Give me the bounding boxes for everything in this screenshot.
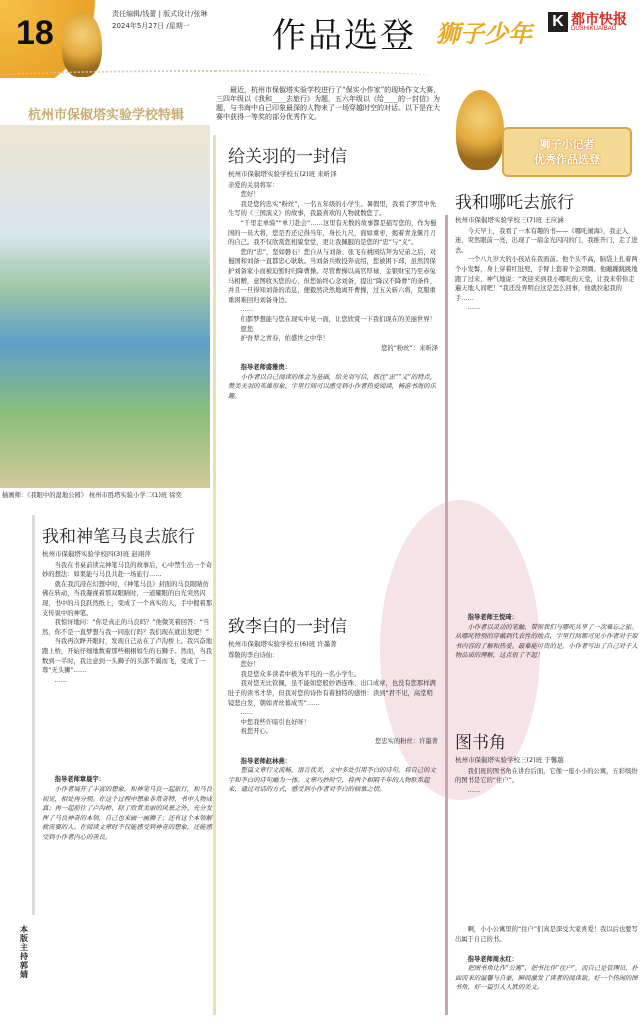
badge-line2: 优秀作品选登 [534, 154, 600, 166]
paragraph: “千里走单骑”“单刀赴会”……这里有无数的故事都是描写您的，作为蜀国的一员大将，您是否还记得当年，身长九尺，面如重枣，揭着青龙偃月刀的自己。我不仅欣赏您相貌堂堂，更让我佩服的是您的“忠”与“义”。 [228, 219, 437, 247]
illustration-caption: 插画师：《我眼中的湿地公园》 杭州市胜塔实验小学二(1)班 徐奕 [2, 492, 182, 499]
paragraph: 中您我些许暗引也好呀！ [240, 718, 310, 726]
teacher-name: 指导老师周永红： [467, 955, 518, 963]
paragraph: 您好！ [240, 661, 260, 669]
signature: 您的“粉丝”：来昕泽 [381, 344, 438, 352]
paper-pinyin: DUSHIKUAIBAO [571, 26, 617, 32]
page-number: 18 [16, 14, 54, 52]
comment-text: 小作者展开了丰富的想象，和神笔马良一起旅行，和马良初见，相处再分别。在这个过程中想象非常奇特，书中人物成真；再一起前往了卢沟桥，除了欣赏美丽的风景之外，充分发挥了马良神奇的本领，自己也来画一画狮子；还有这个本领解救需要的人。在阅读文章时不仅能感受到神奇的想象，还能感受到小作者内心的善良。 [42, 785, 213, 841]
lion-reporter-icon [456, 90, 504, 170]
paragraph: 今天早上，我看了一本有趣的书——《哪吒闹海》，我正入迷，突然眼前一亮，出现了一扇金光闪闪的门，我推开门，走了进去。 [455, 227, 638, 254]
article-title: 图书角 [455, 733, 506, 753]
teacher-name: 指导老师章晨宇： [54, 776, 105, 784]
paragraph: …… [54, 676, 68, 684]
article-title: 我和哪吒去旅行 [455, 193, 574, 213]
paragraph: 护吾辈之青春，佑盛世之中华！ [240, 335, 329, 343]
teacher-comment [228, 363, 438, 401]
paragraph: …… [240, 709, 254, 717]
comment-text: 把图书角比作“公寓”，把书比作“住户”，而自己是管理员，扑面而来的温馨与自豪，瞬间激发了读者的阅读欲。好一个热闹的图书角，好一篇引人入胜的美文。 [455, 965, 638, 992]
paragraph: 一个八九岁大的小孩站在我面前。他个头不高，脑袋上扎着两个小发髻，身上穿着红肚兜，手臂上套着个金项圈。他蹦蹦跳跳地跑了过来，神气地说：“欢迎来到我小哪吒的天堂，让我来带你走遍天地人间吧！”我还没弄明白这是怎么回事，他就拉起我的手…… [455, 256, 638, 302]
intro-paragraph: 最近，杭州市保俶塔实验学校进行了“保实小作家”的现场作文大赛，三四年级以《我和____去旅行》为题，五六年级以《给____的一封信》为题，与书海中自己印象最深的人物来了一场穿越时空的对话。以下是在大赛中获得一等奖的部分优秀作文。 [216, 86, 441, 121]
section-title: 作品选登 [272, 16, 416, 56]
column-brand: 狮子少年 [436, 19, 532, 48]
article-title: 致李白的一封信 [228, 617, 347, 637]
paragraph: 当我再次睁开眼时，发现自己站在了卢沟桥上。我兴奋地跑上桥，开始仔细地数着那些栩栩如生的石狮子。然而，当我数到一半时，我注意到一头狮子的头部不翼而飞，变成了一尊“无头狮”…… [42, 638, 213, 675]
newspaper-logo [548, 12, 627, 32]
paragraph: 我是您的忠实“粉丝”，一名五年级的小学生。暑假里，我看了罗贯中先生写的《三国演义》的故事，我最喜欢的人物就数您了。 [228, 200, 437, 218]
teacher-comment [228, 757, 438, 795]
article-author: 杭州市保俶塔实验学校五(6)班 许墨菁 [228, 640, 337, 648]
paragraph: 我惊讶地问：“你是真正的马良吗？”他微笑着回答：“当然，你不是一直梦想与我一同旅行吗？我们现在就出发吧！” [42, 619, 210, 636]
paragraph: 就在我沉浸在幻想中时，《神笔马良》封面的马良眼睛仿佛在转动，当我凝视着那双眼睛时，一道耀眼的白光突然闪现，书中的马良跃然纸上，变成了一个真实的人，手中握着那支传说中的神笔。 [42, 580, 213, 617]
paragraph: 当我在书桌前读完神笔马良的故事后，心中禁生出一个奇妙的想法：如果能与马良共赴一场旅行…… [42, 561, 213, 579]
paragraph: 我是您众多读者中极为平凡的一名小学生。 [240, 670, 361, 678]
paragraph: 啊，小小公寓里的“住户”们真是深受大家喜爱！我以后也要写出属于自己的书。 [455, 926, 638, 943]
paragraph: 我们班的图书角在讲台后面，它像一座小小的公寓，五彩缤纷的图书是它的“住户”。 [455, 767, 638, 785]
teacher-comment [455, 955, 640, 993]
article-book-corner [455, 728, 640, 993]
article-author: 杭州市保俶塔实验学校五(2)班 来昕泽 [228, 170, 337, 178]
greeting: 尊敬的李白诗仙： [228, 651, 279, 659]
comment-text: 小作者以灵动的笔触，带领我们与哪吒共享了一次难忘之旅。从哪吒特别的穿戴到代表性的地点，字里行间都可见小作者对于原书内容的了解和热爱。最难能可贵的是，小作者写出了自己对于人物品质的理解，这点很了不起！ [455, 623, 638, 660]
badge-line1: 狮子小记者 [539, 139, 595, 151]
reporter-badge [502, 127, 632, 177]
teacher-name: 指导老师王悦琦： [467, 613, 518, 621]
article-author: 杭州市保俶塔实验学校三(7)班 王应涵 [455, 216, 564, 224]
signature: 您忠实的粉丝：许墨菁 [375, 737, 438, 745]
article-title: 我和神笔马良去旅行 [42, 527, 195, 547]
decorative-wave [0, 70, 430, 82]
special-edition-title: 杭州市保俶塔实验学校特辑 [28, 107, 185, 122]
editor-credit: 责任编辑/钱蕾 | 版式设计/张琳 [112, 10, 208, 18]
page-header [0, 0, 644, 85]
comment-text: 整篇文章行文流畅，语言优美，文中多处引用李白的诗句，将自己的文字和李白的诗句融为一体。文章巧妙时空，将两个相隔千年的人物联系起来，通过对话的方式，感受到小作者对李白的倾慕之情。 [228, 767, 436, 794]
edition-meta [112, 8, 208, 32]
teacher-comment [42, 775, 212, 842]
article-author: 杭州市保俶塔实验学校四(3)班 赵翊萍 [42, 550, 151, 558]
paragraph: 们都梦想能与您在现实中见一面，让您欣赏一下我们现在的美丽世界！ [240, 315, 436, 323]
greeting: 亲爱的关羽将军： [228, 181, 279, 189]
paragraph: …… [467, 786, 481, 794]
article-title: 给关羽的一封信 [228, 147, 347, 167]
paragraph: 祝您开心。 [240, 728, 273, 736]
paragraph: …… [467, 304, 481, 312]
article-guan-yu [228, 142, 438, 402]
page-host: 本版主持 郭婧 [20, 925, 28, 979]
illustration [0, 125, 210, 488]
paragraph: …… [240, 306, 254, 314]
paper-name: 都市快报 [571, 11, 627, 27]
k-logo-icon: K [548, 12, 568, 32]
teacher-comment [455, 613, 640, 661]
article-author: 杭州市保俶塔实验学校三(2)班 于馨越 [455, 756, 564, 764]
teacher-name: 指导老师盛雅贵： [240, 364, 291, 372]
article-ma-liang [42, 522, 212, 842]
paragraph: 愿您 [240, 325, 254, 333]
lion-mascot-icon [62, 12, 102, 77]
issue-date: 2024年5月27日 /星期一 [112, 22, 190, 30]
paragraph: 您的“忠”，坚如磐石！您自从与刘备、张飞在桃园结拜为兄弟之后，对蜀国和刘备一直都忠心耿耿。当刘备兵败投奔袁绍，您被困下邳，虽然因保护刘备家小而被迫暂时归降曹操。尽管曹操以高官厚禄、金银财宝乃至赤兔马相赠，意图收买您的心，但您始终心念刘备，提出“降汉不降曹”的条件，并且一旦得知刘备的消息，便毅然决然地离开曹操，过五关斩六将，克服重重困难回归刘备身边。 [228, 248, 437, 304]
paragraph: 我对您无比钦佩，虽不能如您般妙语连珠、出口成章，也没有您那样满肚子的读书才华，但我对您的诗作有着独特的感悟：读到“君不见，高堂明镜悲白发，朝如青丝暮成雪”…… [228, 680, 436, 707]
comment-text: 小作者以自己阅读的体会为基础，给关羽写信，抓住“忠”“义”的特点，赞美关羽的英雄形象。字里行间可以感受到小作者热爱阅读，畅游书海的乐趣。 [228, 373, 437, 401]
teacher-name: 指导老师赵林燕： [240, 757, 291, 765]
paragraph: 您好！ [240, 191, 260, 199]
article-li-bai [228, 612, 438, 795]
article-nezha [455, 188, 640, 661]
